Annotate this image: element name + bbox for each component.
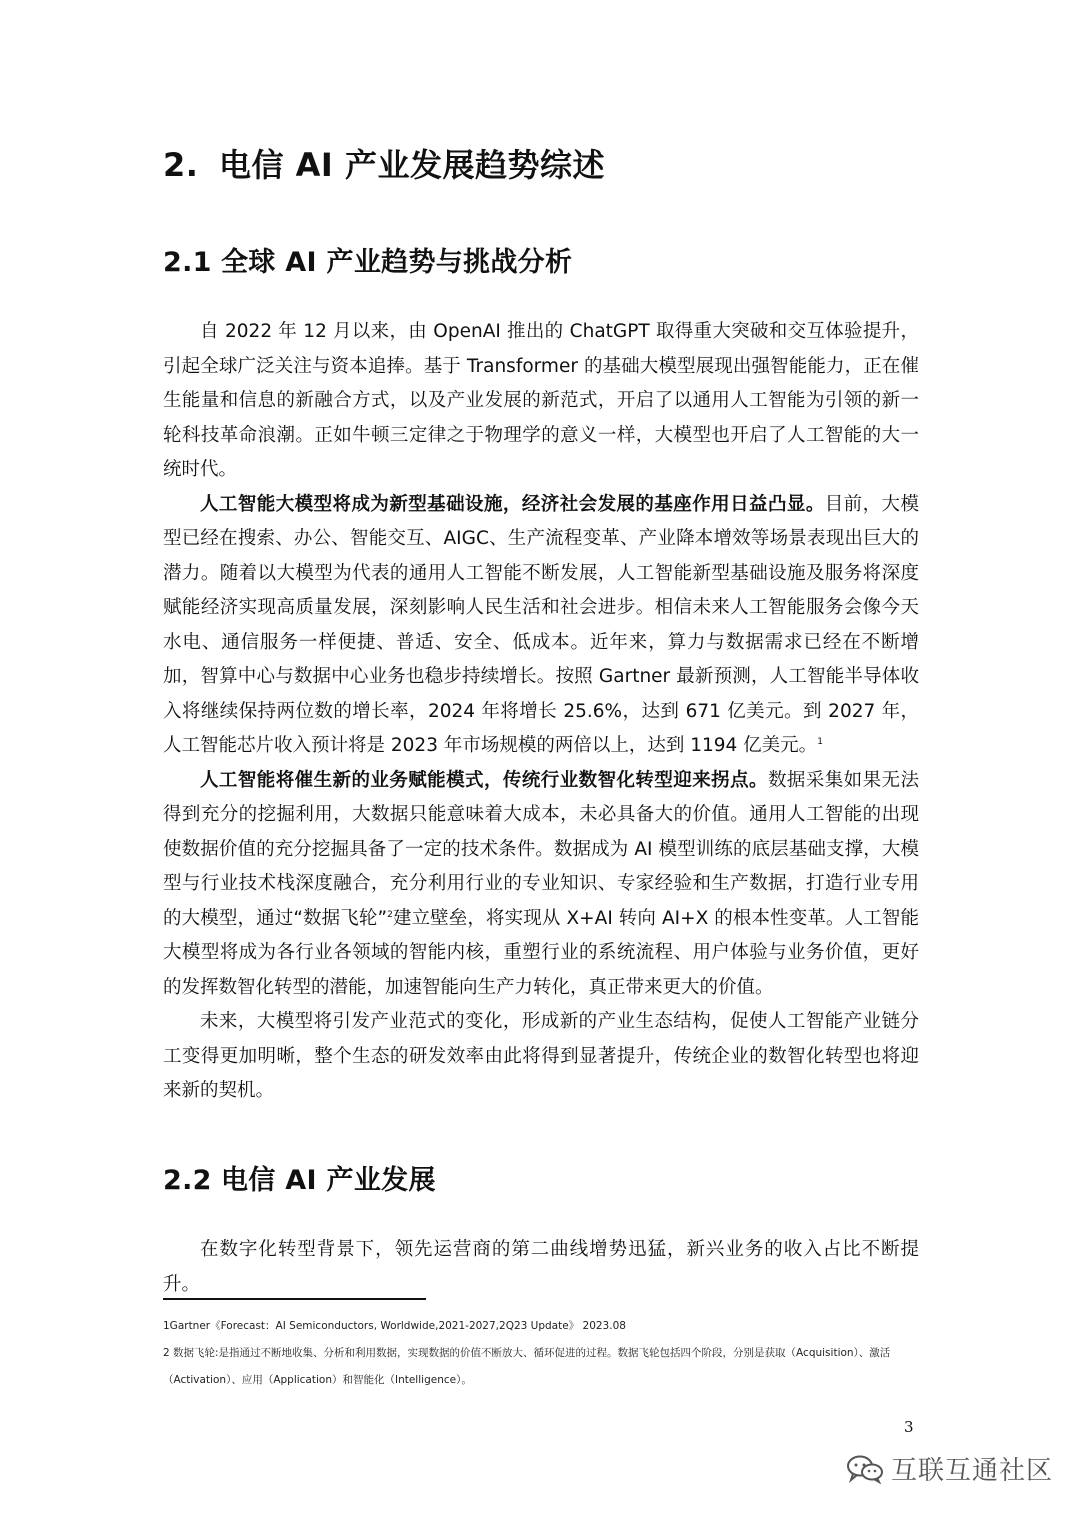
chapter-title: 电信 AI 产业发展趋势综述 [219, 146, 605, 184]
watermark-text: 互联互通社区 [891, 1456, 1054, 1486]
section-2-2-body [163, 1233, 919, 1302]
section-title: 电信 AI 产业发展 [221, 1165, 436, 1196]
section-heading-2-2 [163, 1158, 436, 1197]
paragraph [163, 315, 919, 488]
paragraph [163, 764, 919, 1006]
paragraph-text: 在数字化转型背景下，领先运营商的第二曲线增势迅猛，新兴业务的收入占比不断提升。 [163, 1239, 919, 1295]
footnote-ref[interactable]: 2 [387, 909, 393, 920]
footnote-2: 2 数据飞轮:是指通过不断地收集、分析和利用数据，实现数据的价值不断放大、循环促进的过程。数据飞轮包括四个阶段，分别是获取（Acquisition）、激活（Activation）、应用（Application）和智能化（Intelligence）。 [163, 1347, 891, 1386]
paragraph-text: 目前，大模型已经在搜索、办公、智能交互、AIGC、生产流程变革、产业降本增效等场景表现出巨大的潜力。随着以大模型为代表的通用人工智能不断发展，人工智能新型基础设施及服务将深度赋能经济实现高质量发展，深刻影响人民生活和社会进步。相信未来人工智能服务会像今天水电、通信服务一样便捷、普适、安全、低成本。近年来，算力与数据需求已经在不断增加，智算中心与数据中心业务也稳步持续增长。按照 Gartner 最新预测，人工智能半导体收入将继续保持两位数的增长率，2024 年将增长 25.6%，达到 671 亿美元。到 2027 年，人工智能芯片收入预计将是 2023 年市场规模的两倍以上，达到 1194 亿美元。 [163, 493, 919, 756]
watermark [845, 1450, 1053, 1487]
paragraph [163, 1005, 919, 1109]
paragraph-text: 建立壁垒，将实现从 X+AI 转向 AI+X 的根本性变革。人工智能大模型将成为各行业各领域的智能内核，重塑行业的系统流程、用户体验与业务价值，更好的发挥数智化转型的潜能，加速智能向生产力转化，真正带来更大的价值。 [163, 907, 919, 998]
paragraph-lead: 人工智能大模型将成为新型基础设施，经济社会发展的基座作用日益凸显。 [200, 493, 825, 515]
footnote-1: 1Gartner《Forecast：AI Semiconductors, Worldwide,2021-2027,2Q23 Update》 2023.08 [163, 1320, 626, 1332]
footnote-ref[interactable]: 1 [817, 736, 823, 747]
paragraph-text: 未来，大模型将引发产业范式的变化，形成新的产业生态结构，促使人工智能产业链分工变得更加明晰，整个生态的研发效率由此将得到显著提升，传统企业的数智化转型也将迎来新的契机。 [163, 1011, 919, 1101]
chapter-heading [163, 140, 605, 186]
section-2-1-body [163, 315, 919, 1109]
paragraph [163, 488, 919, 764]
section-number: 2.1 [163, 247, 212, 278]
paragraph-text: 自 2022 年 12 月以来，由 OpenAI 推出的 ChatGPT 取得重大突破和交互体验提升，引起全球广泛关注与资本追捧。基于 Transformer 的基础大模型展现出强智能能力，正在催生能量和信息的新融合方式，以及产业发展的新范式，开启了以通用人工智能为引领的新一轮科技革命浪潮。正如牛顿三定律之于物理学的意义一样，大模型也开启了人工智能的大一统时代。 [163, 321, 919, 480]
section-title: 全球 AI 产业趋势与挑战分析 [221, 247, 573, 278]
chapter-number: 2. [163, 146, 199, 184]
paragraph-lead: 人工智能将催生新的业务赋能模式，传统行业数智化转型迎来拐点。 [200, 769, 768, 791]
section-number: 2.2 [163, 1165, 212, 1196]
page-number: 3 [904, 1418, 914, 1436]
wechat-icon [845, 1454, 885, 1484]
footnote-divider [163, 1298, 426, 1300]
footnotes [163, 1313, 923, 1394]
paragraph-text: 数据采集如果无法得到充分的挖掘利用，大数据只能意味着大成本，未必具备大的价值。通用人工智能的出现使数据价值的充分挖掘具备了一定的技术条件。数据成为 AI 模型训练的底层基础支撑，大模型与行业技术栈深度融合，充分利用行业的专业知识、专家经验和生产数据，打造行业专用的大模型，通过“数据飞轮” [163, 769, 919, 929]
section-heading-2-1 [163, 240, 572, 279]
paragraph [163, 1233, 919, 1302]
